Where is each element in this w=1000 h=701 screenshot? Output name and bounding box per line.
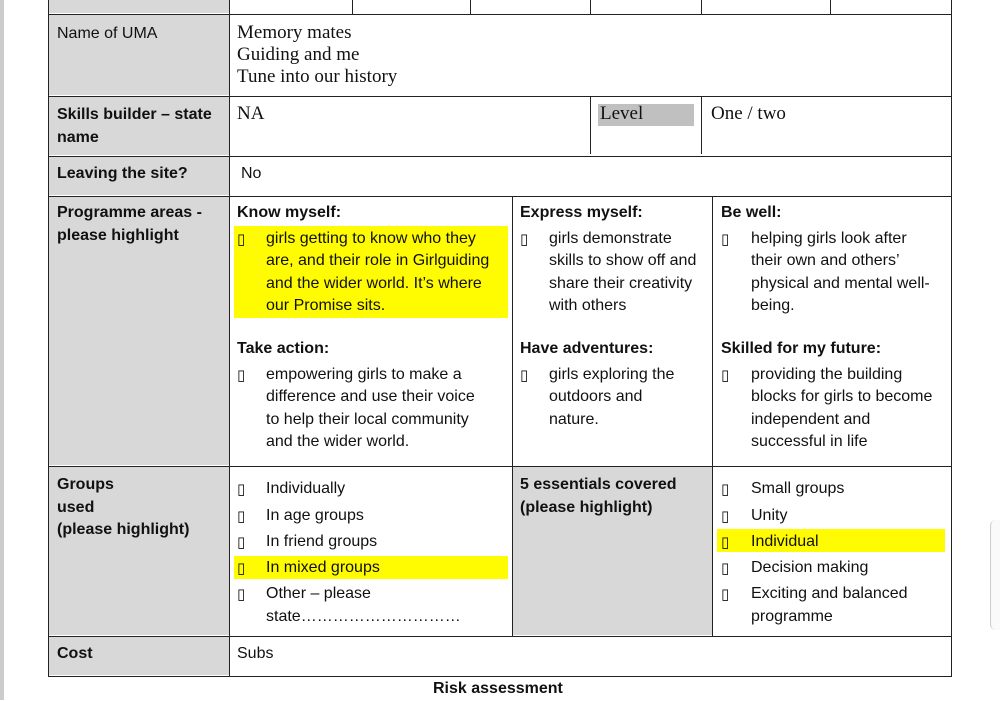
checkbox-icon[interactable]: ▯ [721,366,730,384]
checkbox-icon[interactable]: ▯ [721,507,730,525]
essential-option-individual: Individual [751,533,819,550]
area-line: and the wider world. It’s where [266,275,482,292]
area-line: girls exploring the [549,366,675,383]
checkbox-icon[interactable]: ▯ [520,366,529,384]
area-line: share their creativity [549,275,693,292]
level-value: One / two [711,103,786,124]
area-line: skills to show off and [549,252,697,269]
group-option-age: In age groups [266,507,364,524]
area-title-take-action: Take action: [237,340,330,357]
area-title-have-adventures: Have adventures: [520,340,654,357]
essential-option-unity: Unity [751,507,788,524]
cost-value: Subs [237,645,274,662]
area-line: girls getting to know who they [266,230,476,247]
row-line [48,636,952,637]
group-option-other-state: state………………………… [266,608,461,625]
row-line [48,156,952,157]
checkbox-icon[interactable]: ▯ [721,480,730,498]
programme-label-2: please highlight [57,227,179,244]
area-line: are, and their role in Girlguiding [266,252,490,269]
page-scroll-edge [990,520,1000,630]
checkbox-icon[interactable]: ▯ [721,585,730,603]
level-label: Level [600,103,644,124]
area-line: with others [549,297,627,314]
leaving-label: Leaving the site? [57,165,188,182]
area-line: empowering girls to make a [266,366,462,383]
checkbox-icon[interactable]: ▯ [520,230,529,248]
area-title-be-well: Be well: [721,204,782,221]
groups-label-3: (please highlight) [57,521,190,538]
risk-assessment-heading: Risk assessment [433,680,563,697]
row-line [48,14,952,15]
area-line: outdoors and [549,388,643,405]
area-line: successful in life [751,433,868,450]
row-line [48,96,952,97]
essential-option-small-groups: Small groups [751,480,845,497]
group-option-other: Other – please [266,585,371,602]
skills-label-2: name [57,129,99,146]
checkbox-icon[interactable]: ▯ [237,480,246,498]
area-line: providing the building [751,366,903,383]
area-line: blocks for girls to become [751,388,933,405]
essentials-label-1: 5 essentials covered [520,476,677,493]
essential-option-programme: programme [751,608,833,625]
area-title-express-myself: Express myself: [520,204,643,221]
col-line [951,0,952,677]
page-left-edge [0,0,4,700]
checkbox-icon[interactable]: ▯ [237,559,246,577]
checkbox-icon[interactable]: ▯ [237,230,246,248]
area-line: independent and [751,411,871,428]
checkbox-icon[interactable]: ▯ [237,585,246,603]
area-line: our Promise sits. [266,297,386,314]
skills-value: NA [237,103,265,124]
checkbox-icon[interactable]: ▯ [721,230,730,248]
cost-label: Cost [57,645,93,662]
area-line: difference and use their voice [266,388,475,405]
area-line: girls demonstrate [549,230,672,247]
checkbox-icon[interactable]: ▯ [237,366,246,384]
checkbox-icon[interactable]: ▯ [237,533,246,551]
area-line: helping girls look after [751,230,907,247]
group-option-mixed: In mixed groups [266,559,380,576]
row-line [48,196,952,197]
row-line [48,676,952,677]
checkbox-icon[interactable]: ▯ [721,559,730,577]
groups-label-1: Groups [57,476,114,493]
col-line [590,96,591,154]
col-line [830,0,831,14]
area-line: physical and mental well- [751,275,930,292]
area-line: being. [751,297,795,314]
programme-label-1: Programme areas - [57,204,202,221]
label-bg-top [49,0,229,13]
col-line [352,0,353,14]
col-line [701,0,702,14]
uma-label: Name of UMA [57,25,158,42]
col-line [712,196,713,636]
uma-value-3: Tune into our history [237,66,398,87]
col-line [701,96,702,154]
checkbox-icon[interactable]: ▯ [721,533,730,551]
uma-value-2: Guiding and me [237,44,360,65]
group-option-individually: Individually [266,480,346,497]
col-line [470,0,471,14]
leaving-value: No [241,165,262,182]
col-line [512,196,513,636]
area-line: nature. [549,411,599,428]
skills-label-1: Skills builder – state [57,106,212,123]
row-line [48,466,952,467]
area-title-skilled-future: Skilled for my future: [721,340,882,357]
checkbox-icon[interactable]: ▯ [237,507,246,525]
groups-label-2: used [57,499,95,516]
area-title-know-myself: Know myself: [237,204,342,221]
col-line [590,0,591,14]
essential-option-decision: Decision making [751,559,869,576]
group-option-friend: In friend groups [266,533,378,550]
area-line: to help their local community [266,411,469,428]
area-line: and the wider world. [266,433,410,450]
essentials-label-2: (please highlight) [520,499,653,516]
col-line [48,0,49,677]
uma-value-1: Memory mates [237,22,352,43]
area-line: their own and others’ [751,252,900,269]
col-line [229,0,230,677]
essential-option-exciting: Exciting and balanced [751,585,908,602]
